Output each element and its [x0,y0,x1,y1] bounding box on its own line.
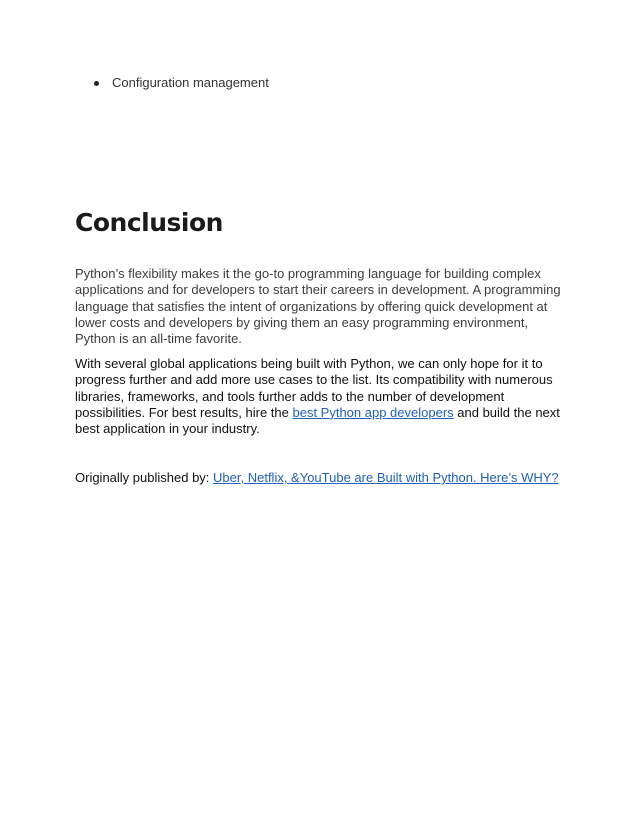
originally-published-line [75,470,565,486]
originally-published-label: Originally published by: [75,470,214,485]
paragraph-2-text-start: With several global applications being built with Python, we can only hope for it to progress further and add more use cases to the list. Its compatibility with numerous libraries, frameworks, and tools further adds to the number of development possibilities. For best results, hire the [75,356,553,420]
bullet-dot-icon [94,81,99,86]
conclusion-paragraph-1: Python’s flexibility makes it the go-to programming language for building complex applications and for developers to start their careers in development. A programming language that satisfies the intent of organizations by offering quick development at lower costs and developers by giving them an easy programming environment, Python is an all-time favorite. [75,266,561,347]
original-article-link[interactable]: Uber, Netflix, &YouTube are Built with Python. Here’s WHY? [213,470,559,485]
conclusion-heading: Conclusion [75,208,223,237]
paragraph-2-text-end: and build the next best application in your industry. [75,404,560,437]
bullet-list [93,74,269,92]
list-item-text: Configuration management [112,75,269,90]
best-python-app-developers-link[interactable]: best Python app developers [292,404,454,420]
conclusion-paragraph-2 [75,356,565,437]
list-item [93,74,269,92]
